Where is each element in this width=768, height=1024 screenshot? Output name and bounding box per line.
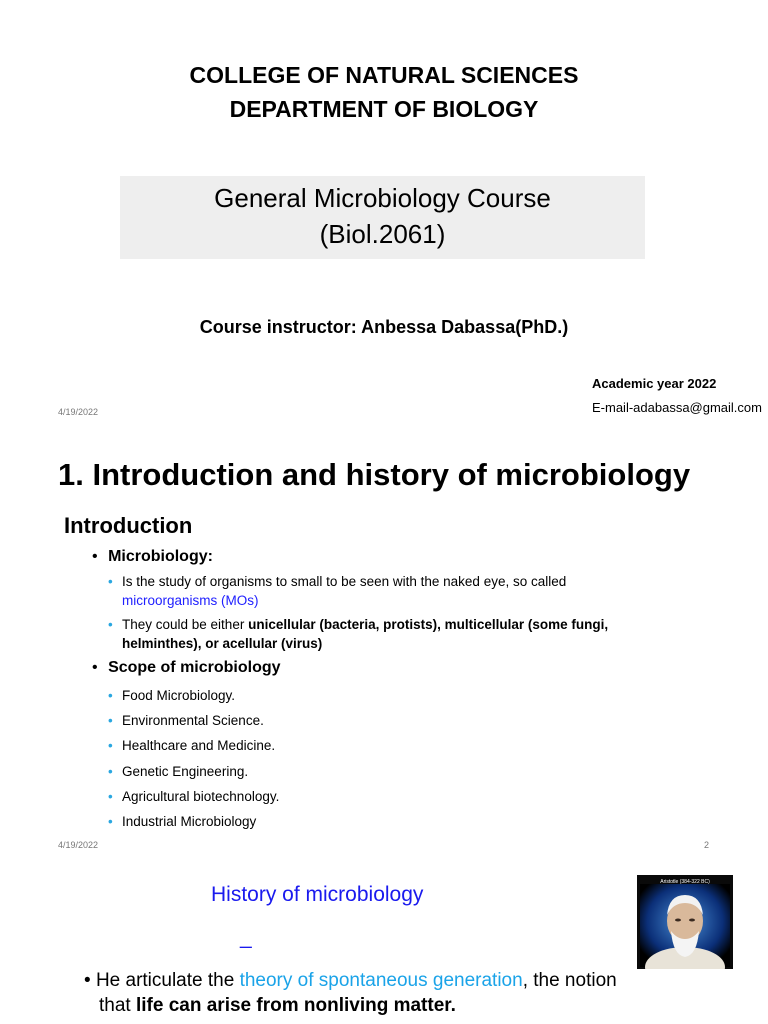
scope-item-text: Environmental Science. [122, 713, 264, 728]
college-name: COLLEGE OF NATURAL SCIENCES [189, 62, 579, 88]
history-paragraph [84, 968, 617, 1018]
course-name: General Microbiology Course [214, 183, 551, 213]
p-line2-prefix: that [99, 995, 136, 1016]
heading-dash: _ [240, 926, 252, 949]
microbiology-bullet [92, 548, 213, 566]
scope-item-text: Agricultural biotechnology. [122, 789, 280, 804]
scope-item [108, 736, 276, 755]
scope-item-text: Food Microbiology. [122, 688, 236, 703]
either-bold-2: helminthes), or acellular (virus) [122, 636, 323, 651]
section-heading: 1. Introduction and history of microbiology [58, 457, 691, 492]
page-number: 2 [704, 840, 710, 850]
course-instructor: Course instructor: Anbessa Dabassa(PhD.) [199, 317, 569, 337]
either-item [108, 615, 609, 653]
bullet-icon: • [108, 617, 113, 632]
academic-year: Academic year 2022 [592, 376, 717, 391]
department-name: DEPARTMENT OF BIOLOGY [229, 96, 539, 122]
definition-text: Is the study of organisms to small to be seen with the naked eye, so called [122, 574, 567, 589]
scope-item [108, 812, 257, 831]
scope-label: Scope of microbiology [108, 659, 281, 676]
course-title [120, 180, 645, 252]
bullet-icon: • [108, 764, 113, 779]
section-subheading: Introduction [64, 513, 193, 538]
microbiology-label: Microbiology: [108, 548, 213, 565]
bullet-icon: • [84, 970, 96, 991]
bullet-icon: • [108, 688, 113, 703]
definition-item [108, 572, 567, 610]
email-address: E-mail-adabassa@gmail.com [592, 400, 762, 415]
scope-item-text: Industrial Microbiology [122, 814, 257, 829]
bullet-icon: • [108, 713, 113, 728]
scope-bullet [92, 659, 281, 677]
definition-highlight: microorganisms (MOs) [122, 593, 259, 608]
scope-item-text: Healthcare and Medicine. [122, 738, 276, 753]
portrait-caption: Aristotle (384-322 BC) [660, 879, 710, 885]
scope-item [108, 787, 280, 806]
scope-item [108, 711, 264, 730]
either-bold-1: unicellular (bacteria, protists), multicellular (some fungi, [248, 617, 609, 632]
bullet-icon: • [108, 789, 113, 804]
bullet-icon: • [108, 814, 113, 829]
bullet-icon: • [108, 738, 113, 753]
college-heading [0, 58, 768, 126]
either-prefix: They could be either [122, 617, 249, 632]
slide-date: 4/19/2022 [58, 840, 99, 850]
course-code: (Biol.2061) [319, 219, 446, 249]
scope-item [108, 686, 236, 705]
portrait-image [637, 875, 733, 969]
p-line2-bold: life can arise from nonliving matter. [135, 995, 456, 1016]
aristotle-portrait [637, 875, 733, 969]
p-highlight: theory of spontaneous generation [239, 970, 523, 991]
scope-item-text: Genetic Engineering. [122, 764, 249, 779]
scope-item [108, 762, 249, 781]
p-middle: , the notion [522, 970, 617, 991]
history-heading: History of microbiology [211, 883, 424, 906]
bullet-icon: • [108, 574, 113, 589]
slide-date: 4/19/2022 [58, 407, 99, 417]
p-prefix: He articulate the [95, 970, 240, 991]
